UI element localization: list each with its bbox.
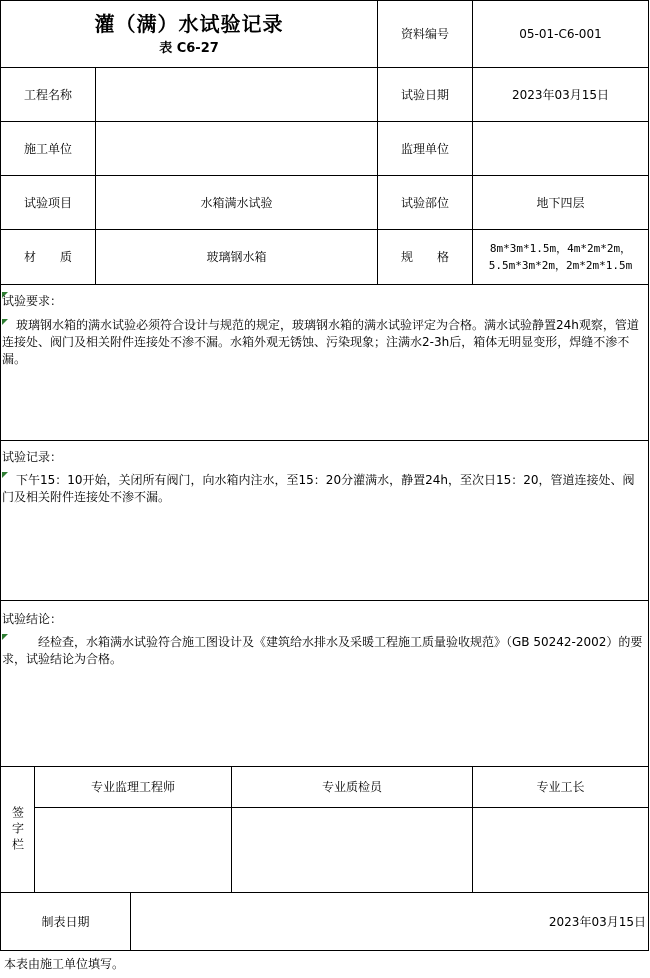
spec-line-1: 8m*3m*1.5m，4m*2m*2m， (489, 242, 632, 255)
foreman-header: 专业工长 (536, 780, 585, 794)
table-date-field[interactable]: 2023年03月15日 (548, 914, 646, 929)
spec-field[interactable] (473, 230, 648, 284)
doc-no-label: 资料编号 (400, 27, 449, 41)
test-item-label: 试验项目 (23, 195, 72, 210)
supervision-unit-label: 监理单位 (400, 141, 449, 156)
spec-line-2: 5.5m*3m*2m，2m*2m*1.5m (488, 259, 633, 272)
test-date-field[interactable]: 2023年03月15日 (511, 87, 610, 102)
record-heading: 试验记录： (2, 450, 63, 464)
comment-marker-icon (2, 472, 8, 478)
supervisor-header: 专业监理工程师 (90, 780, 175, 794)
table-date-label: 制表日期 (41, 914, 90, 929)
form-number: 表 C6-27 (159, 41, 219, 57)
test-location-field[interactable]: 地下四层 (536, 195, 585, 210)
project-name-field[interactable] (96, 68, 377, 121)
comment-marker-icon (2, 634, 8, 640)
conclusion-body[interactable]: 经检查，水箱满水试验符合施工图设计及《建筑给水排水及采暖工程施工质量验收规范》（GB 50242-2002）的要求，试验结论为合格。 (2, 635, 643, 666)
conclusion-heading: 试验结论： (2, 612, 63, 626)
requirements-heading: 试验要求： (2, 294, 63, 308)
construction-unit-field[interactable] (96, 122, 377, 175)
supervision-unit-field[interactable] (473, 122, 648, 175)
requirements-section (2, 293, 646, 368)
page-title: 灌（满）水试验记录 (94, 12, 284, 37)
signature-label: 签字栏 (10, 805, 25, 854)
test-location-label: 试验部位 (400, 195, 449, 210)
foreman-signature-box[interactable] (473, 808, 648, 892)
test-date-label: 试验日期 (400, 87, 449, 102)
project-name-label: 工程名称 (23, 87, 72, 102)
qc-inspector-header: 专业质检员 (321, 780, 382, 794)
supervisor-signature-box[interactable] (35, 808, 231, 892)
material-label: 材 质 (23, 250, 72, 264)
spec-label: 规 格 (400, 250, 449, 264)
record-section (2, 449, 646, 506)
requirements-body[interactable]: 玻璃钢水箱的满水试验必须符合设计与规范的规定，玻璃钢水箱的满水试验评定为合格。满水试验静置24h观察，管道连接处、阀门及相关附件连接处不渗不漏。水箱外观无锈蚀、污染现象；注满水2-3h后，箱体无明显变形，焊缝不渗不漏。 (2, 318, 639, 366)
record-body[interactable]: 下午15：10开始，关闭所有阀门，向水箱内注水，至15：20分灌满水，静置24h，至次日15：20，管道连接处、阀门及相关附件连接处不渗不漏。 (2, 473, 635, 504)
signature-column-label (1, 767, 34, 892)
construction-unit-label: 施工单位 (23, 141, 72, 156)
test-item-field[interactable]: 水箱满水试验 (200, 195, 273, 210)
material-field[interactable]: 玻璃钢水箱 (206, 250, 267, 264)
conclusion-section (2, 611, 646, 668)
doc-no-value: 05-01-C6-001 (519, 27, 602, 41)
form-header (1, 1, 377, 67)
comment-marker-icon (2, 319, 8, 325)
footer-note: 本表由施工单位填写。 (4, 957, 125, 971)
qc-inspector-signature-box[interactable] (232, 808, 472, 892)
